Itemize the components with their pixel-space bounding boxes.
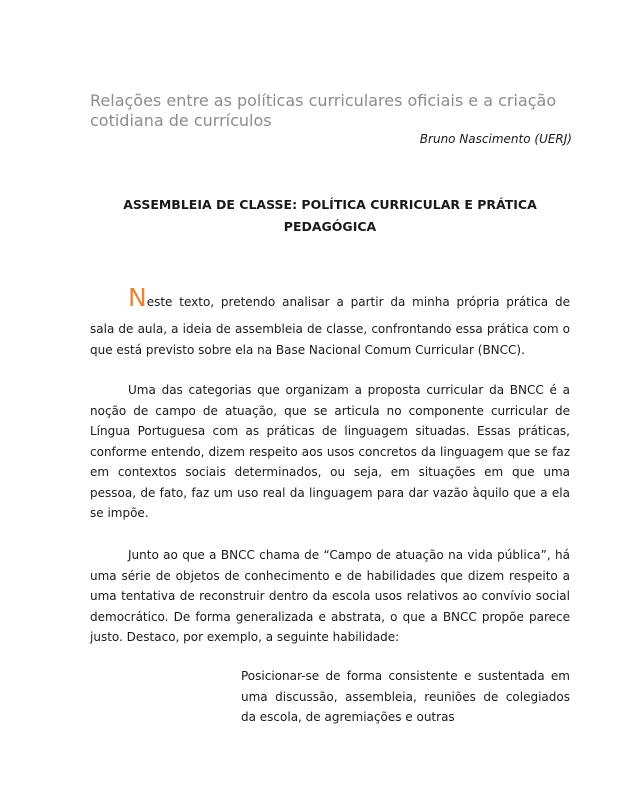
paragraph-campo-atuacao: Uma das categorias que organizam a proposta curricular da BNCC é a noção de campo de atuação, que se articula no componente curricular de Língua Portuguesa com as práticas de linguagem situadas. Essas práticas, conforme entendo, dizem respeito aos usos concretos da linguagem que se faz em contextos sociais determinados, ou seja, em situações em que uma pessoa, de fato, faz um uso real da linguagem para dar vazão àquilo que a ela se impõe. (90, 383, 570, 520)
paragraph-intro (90, 283, 570, 360)
drop-cap: N (128, 283, 147, 312)
paragraph-intro-first-line: este texto, pretendo analisar a partir da minha própria prática de (146, 295, 570, 309)
drop-cap-line (128, 283, 570, 313)
paragraph-intro-rest: sala de aula, a ideia de assembleia de classe, confrontando essa prática com o que está previsto sobre ela na Base Nacional Comum Curricular (BNCC). (90, 322, 570, 357)
document-title: ASSEMBLEIA DE CLASSE: POLÍTICA CURRICULAR E PRÁTICA PEDAGÓGICA (123, 197, 537, 234)
header-title: Relações entre as políticas curriculares oficiais e a criação cotidiana de currículos (90, 91, 557, 130)
paragraph-vida-publica: Junto ao que a BNCC chama de “Campo de atuação na vida pública”, há uma série de objetos de conhecimento e de habilidades que dizem respeito a uma tentativa de reconstruir dentro da escola usos relativos ao convívio social democrático. De forma generalizada e abstrata, o que a BNCC propõe parece justo. Destaco, por exemplo, a seguinte habilidade: (90, 548, 570, 644)
block-quote: Posicionar-se de forma consistente e sustentada em uma discussão, assembleia, reuniões de colegiados da escola, de agremiações e outras (241, 669, 570, 724)
author-name: Bruno Nascimento (UERJ) (419, 132, 572, 146)
